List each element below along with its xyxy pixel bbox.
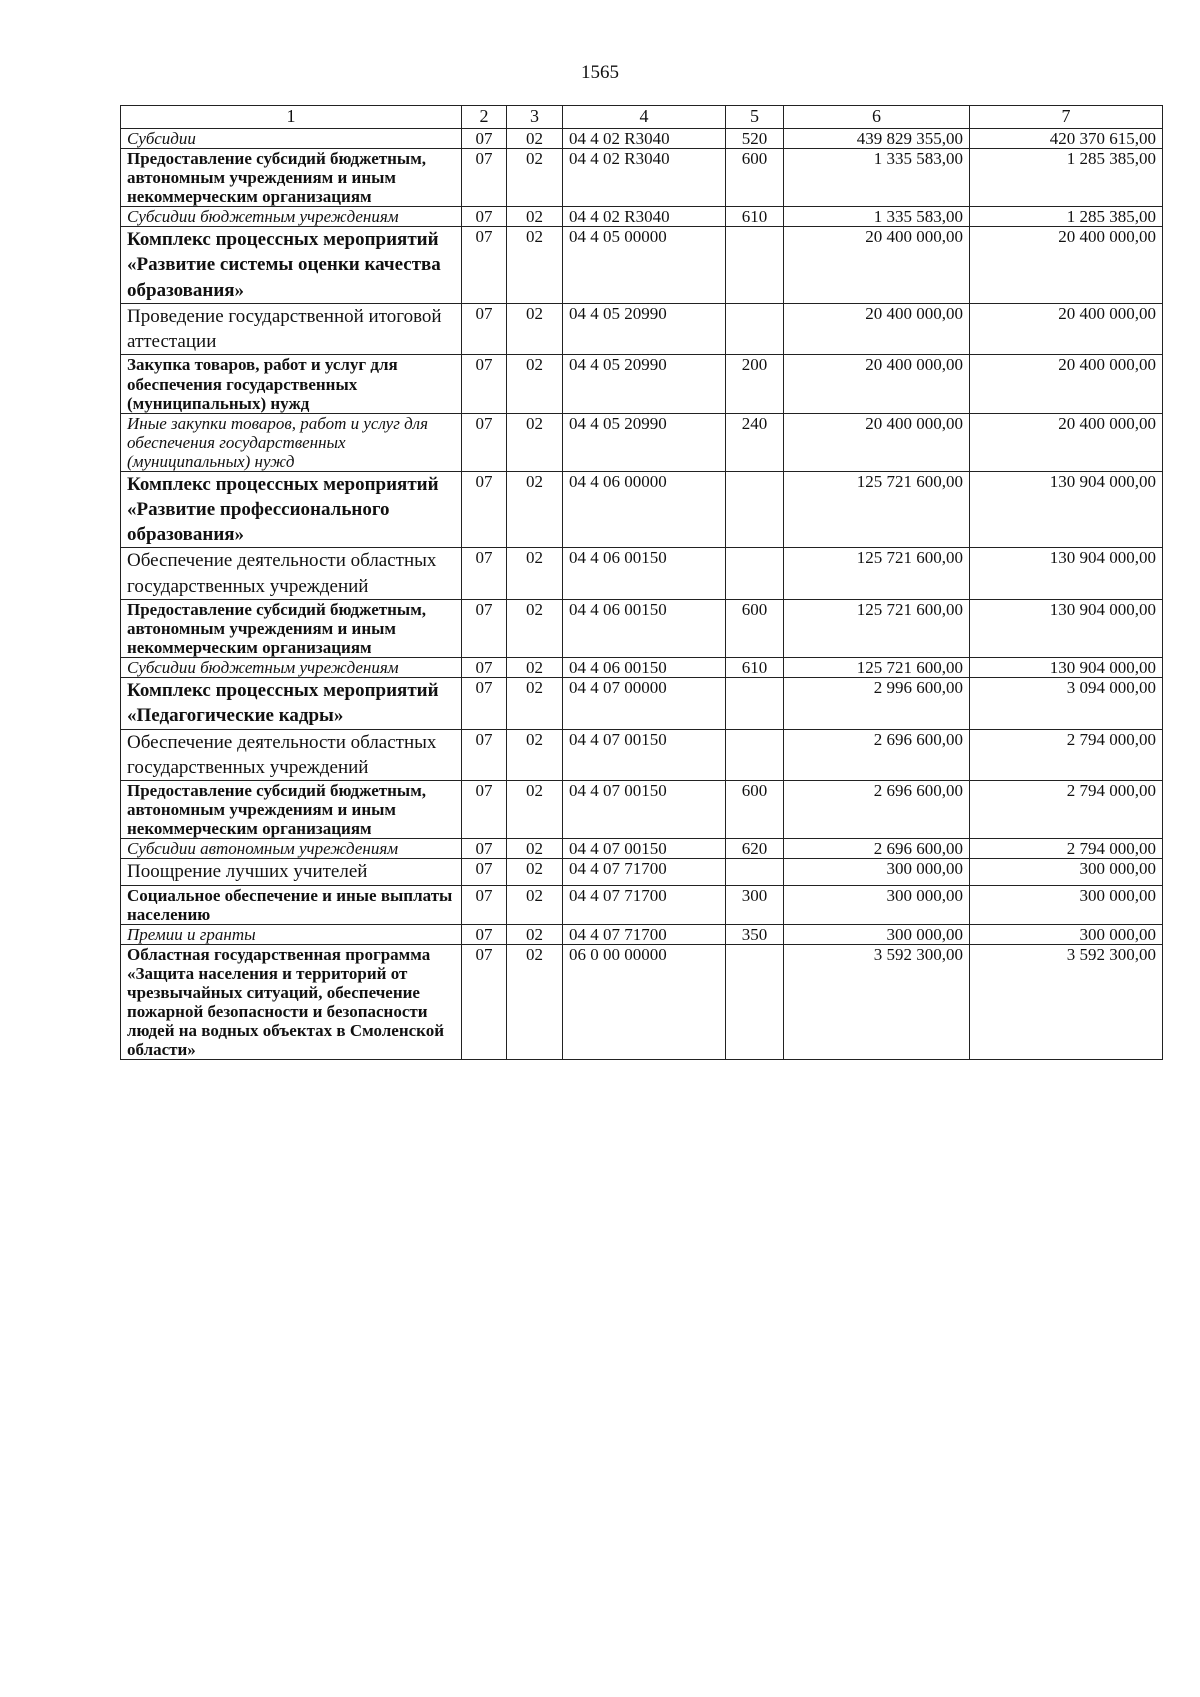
row-expense-type: 600 bbox=[726, 781, 784, 839]
row-amount-year-2: 300 000,00 bbox=[970, 859, 1163, 885]
row-section: 07 bbox=[462, 207, 507, 227]
row-expense-type: 520 bbox=[726, 129, 784, 149]
row-subsection: 02 bbox=[507, 859, 563, 885]
row-expense-type: 600 bbox=[726, 600, 784, 658]
row-expense-type: 610 bbox=[726, 658, 784, 678]
row-amount-year-2: 130 904 000,00 bbox=[970, 658, 1163, 678]
row-expense-type bbox=[726, 227, 784, 304]
row-amount-year-2: 20 400 000,00 bbox=[970, 227, 1163, 304]
row-name: Субсидии бюджетным учреждениям bbox=[121, 658, 462, 678]
row-name: Социальное обеспечение и иные выплаты населению bbox=[121, 885, 462, 924]
row-amount-year-2: 300 000,00 bbox=[970, 924, 1163, 944]
row-section: 07 bbox=[462, 600, 507, 658]
row-target-code: 04 4 06 00150 bbox=[563, 658, 726, 678]
row-name: Комплекс процессных мероприятий «Развитие профессионального образования» bbox=[121, 471, 462, 548]
row-subsection: 02 bbox=[507, 658, 563, 678]
row-amount-year-2: 2 794 000,00 bbox=[970, 839, 1163, 859]
row-name: Предоставление субсидий бюджетным, автономным учреждениям и иным некоммерческим организациям bbox=[121, 600, 462, 658]
row-section: 07 bbox=[462, 658, 507, 678]
row-target-code: 04 4 06 00150 bbox=[563, 548, 726, 600]
row-amount-year-2: 130 904 000,00 bbox=[970, 471, 1163, 548]
header-col-7: 7 bbox=[970, 106, 1163, 129]
row-expense-type bbox=[726, 471, 784, 548]
row-target-code: 04 4 02 R3040 bbox=[563, 129, 726, 149]
row-expense-type: 350 bbox=[726, 924, 784, 944]
budget-table bbox=[120, 105, 1163, 1060]
row-section: 07 bbox=[462, 355, 507, 413]
row-section: 07 bbox=[462, 149, 507, 207]
header-col-4: 4 bbox=[563, 106, 726, 129]
row-section: 07 bbox=[462, 839, 507, 859]
table-row bbox=[121, 303, 1163, 355]
row-name: Областная государственная программа «Защита населения и территорий от чрезвычайных ситуаций, обеспечение пожарной безопасности и безопасности людей на водных объектах в Смоленской области» bbox=[121, 944, 462, 1059]
row-amount-year-1: 300 000,00 bbox=[784, 885, 970, 924]
row-name: Проведение государственной итоговой аттестации bbox=[121, 303, 462, 355]
row-expense-type: 240 bbox=[726, 413, 784, 471]
row-expense-type bbox=[726, 303, 784, 355]
row-amount-year-1: 300 000,00 bbox=[784, 924, 970, 944]
row-name: Иные закупки товаров, работ и услуг для обеспечения государственных (муниципальных) нужд bbox=[121, 413, 462, 471]
row-section: 07 bbox=[462, 885, 507, 924]
row-target-code: 06 0 00 00000 bbox=[563, 944, 726, 1059]
row-amount-year-1: 3 592 300,00 bbox=[784, 944, 970, 1059]
table-row bbox=[121, 600, 1163, 658]
row-name: Предоставление субсидий бюджетным, автономным учреждениям и иным некоммерческим организациям bbox=[121, 149, 462, 207]
row-expense-type bbox=[726, 678, 784, 730]
row-amount-year-1: 125 721 600,00 bbox=[784, 600, 970, 658]
row-amount-year-1: 2 696 600,00 bbox=[784, 839, 970, 859]
table-row bbox=[121, 678, 1163, 730]
row-target-code: 04 4 07 71700 bbox=[563, 924, 726, 944]
row-amount-year-1: 125 721 600,00 bbox=[784, 658, 970, 678]
row-amount-year-1: 2 996 600,00 bbox=[784, 678, 970, 730]
table-row bbox=[121, 944, 1163, 1059]
row-section: 07 bbox=[462, 303, 507, 355]
row-subsection: 02 bbox=[507, 678, 563, 730]
row-target-code: 04 4 06 00000 bbox=[563, 471, 726, 548]
row-subsection: 02 bbox=[507, 471, 563, 548]
row-target-code: 04 4 06 00150 bbox=[563, 600, 726, 658]
table-body bbox=[121, 129, 1163, 1060]
row-expense-type bbox=[726, 729, 784, 781]
row-amount-year-1: 2 696 600,00 bbox=[784, 729, 970, 781]
table-row bbox=[121, 129, 1163, 149]
row-name: Обеспечение деятельности областных государственных учреждений bbox=[121, 548, 462, 600]
row-name: Субсидии bbox=[121, 129, 462, 149]
table-row bbox=[121, 658, 1163, 678]
row-amount-year-2: 20 400 000,00 bbox=[970, 355, 1163, 413]
row-section: 07 bbox=[462, 548, 507, 600]
row-amount-year-1: 1 335 583,00 bbox=[784, 207, 970, 227]
table-row bbox=[121, 729, 1163, 781]
row-section: 07 bbox=[462, 781, 507, 839]
table-row bbox=[121, 149, 1163, 207]
row-subsection: 02 bbox=[507, 355, 563, 413]
table-row bbox=[121, 781, 1163, 839]
row-expense-type: 620 bbox=[726, 839, 784, 859]
table-row bbox=[121, 207, 1163, 227]
row-amount-year-1: 20 400 000,00 bbox=[784, 303, 970, 355]
table-row bbox=[121, 885, 1163, 924]
row-subsection: 02 bbox=[507, 413, 563, 471]
row-subsection: 02 bbox=[507, 839, 563, 859]
row-amount-year-2: 1 285 385,00 bbox=[970, 149, 1163, 207]
table-row bbox=[121, 471, 1163, 548]
row-amount-year-1: 125 721 600,00 bbox=[784, 548, 970, 600]
row-subsection: 02 bbox=[507, 924, 563, 944]
row-name: Комплекс процессных мероприятий «Педагогические кадры» bbox=[121, 678, 462, 730]
row-amount-year-1: 1 335 583,00 bbox=[784, 149, 970, 207]
row-section: 07 bbox=[462, 944, 507, 1059]
table-row bbox=[121, 548, 1163, 600]
row-section: 07 bbox=[462, 924, 507, 944]
row-name: Закупка товаров, работ и услуг для обеспечения государственных (муниципальных) нужд bbox=[121, 355, 462, 413]
row-section: 07 bbox=[462, 471, 507, 548]
row-name: Обеспечение деятельности областных государственных учреждений bbox=[121, 729, 462, 781]
row-amount-year-2: 300 000,00 bbox=[970, 885, 1163, 924]
table-row bbox=[121, 839, 1163, 859]
row-amount-year-2: 1 285 385,00 bbox=[970, 207, 1163, 227]
row-expense-type bbox=[726, 548, 784, 600]
page-number: 1565 bbox=[581, 62, 619, 83]
row-target-code: 04 4 07 00000 bbox=[563, 678, 726, 730]
table-row bbox=[121, 227, 1163, 304]
row-subsection: 02 bbox=[507, 729, 563, 781]
row-amount-year-2: 3 094 000,00 bbox=[970, 678, 1163, 730]
row-amount-year-1: 125 721 600,00 bbox=[784, 471, 970, 548]
row-subsection: 02 bbox=[507, 781, 563, 839]
row-amount-year-1: 20 400 000,00 bbox=[784, 413, 970, 471]
row-amount-year-2: 20 400 000,00 bbox=[970, 413, 1163, 471]
header-col-5: 5 bbox=[726, 106, 784, 129]
row-subsection: 02 bbox=[507, 227, 563, 304]
row-subsection: 02 bbox=[507, 129, 563, 149]
row-amount-year-2: 420 370 615,00 bbox=[970, 129, 1163, 149]
row-target-code: 04 4 05 20990 bbox=[563, 355, 726, 413]
header-col-2: 2 bbox=[462, 106, 507, 129]
header-col-1: 1 bbox=[121, 106, 462, 129]
row-target-code: 04 4 02 R3040 bbox=[563, 207, 726, 227]
table-row bbox=[121, 859, 1163, 885]
row-target-code: 04 4 07 00150 bbox=[563, 781, 726, 839]
row-target-code: 04 4 05 20990 bbox=[563, 413, 726, 471]
row-amount-year-2: 130 904 000,00 bbox=[970, 600, 1163, 658]
row-name: Субсидии автономным учреждениям bbox=[121, 839, 462, 859]
row-section: 07 bbox=[462, 413, 507, 471]
row-name: Премии и гранты bbox=[121, 924, 462, 944]
row-target-code: 04 4 05 00000 bbox=[563, 227, 726, 304]
row-target-code: 04 4 07 00150 bbox=[563, 839, 726, 859]
row-amount-year-1: 439 829 355,00 bbox=[784, 129, 970, 149]
row-name: Предоставление субсидий бюджетным, автономным учреждениям и иным некоммерческим организациям bbox=[121, 781, 462, 839]
row-amount-year-1: 20 400 000,00 bbox=[784, 227, 970, 304]
row-subsection: 02 bbox=[507, 885, 563, 924]
row-expense-type bbox=[726, 859, 784, 885]
row-subsection: 02 bbox=[507, 944, 563, 1059]
row-target-code: 04 4 07 71700 bbox=[563, 859, 726, 885]
row-expense-type: 300 bbox=[726, 885, 784, 924]
row-amount-year-2: 130 904 000,00 bbox=[970, 548, 1163, 600]
row-name: Поощрение лучших учителей bbox=[121, 859, 462, 885]
header-col-3: 3 bbox=[507, 106, 563, 129]
row-amount-year-2: 20 400 000,00 bbox=[970, 303, 1163, 355]
row-amount-year-1: 20 400 000,00 bbox=[784, 355, 970, 413]
row-section: 07 bbox=[462, 859, 507, 885]
row-target-code: 04 4 05 20990 bbox=[563, 303, 726, 355]
row-subsection: 02 bbox=[507, 548, 563, 600]
table-row bbox=[121, 413, 1163, 471]
row-section: 07 bbox=[462, 227, 507, 304]
row-section: 07 bbox=[462, 678, 507, 730]
row-subsection: 02 bbox=[507, 149, 563, 207]
row-subsection: 02 bbox=[507, 600, 563, 658]
row-target-code: 04 4 07 71700 bbox=[563, 885, 726, 924]
row-target-code: 04 4 07 00150 bbox=[563, 729, 726, 781]
row-expense-type: 610 bbox=[726, 207, 784, 227]
row-expense-type: 600 bbox=[726, 149, 784, 207]
row-name: Субсидии бюджетным учреждениям bbox=[121, 207, 462, 227]
row-section: 07 bbox=[462, 729, 507, 781]
row-target-code: 04 4 02 R3040 bbox=[563, 149, 726, 207]
header-col-6: 6 bbox=[784, 106, 970, 129]
row-amount-year-1: 2 696 600,00 bbox=[784, 781, 970, 839]
row-expense-type: 200 bbox=[726, 355, 784, 413]
row-amount-year-2: 3 592 300,00 bbox=[970, 944, 1163, 1059]
row-amount-year-1: 300 000,00 bbox=[784, 859, 970, 885]
header-row bbox=[121, 106, 1163, 129]
row-subsection: 02 bbox=[507, 303, 563, 355]
row-section: 07 bbox=[462, 129, 507, 149]
row-expense-type bbox=[726, 944, 784, 1059]
row-amount-year-2: 2 794 000,00 bbox=[970, 781, 1163, 839]
table-row bbox=[121, 924, 1163, 944]
table-row bbox=[121, 355, 1163, 413]
row-amount-year-2: 2 794 000,00 bbox=[970, 729, 1163, 781]
row-name: Комплекс процессных мероприятий «Развитие системы оценки качества образования» bbox=[121, 227, 462, 304]
row-subsection: 02 bbox=[507, 207, 563, 227]
